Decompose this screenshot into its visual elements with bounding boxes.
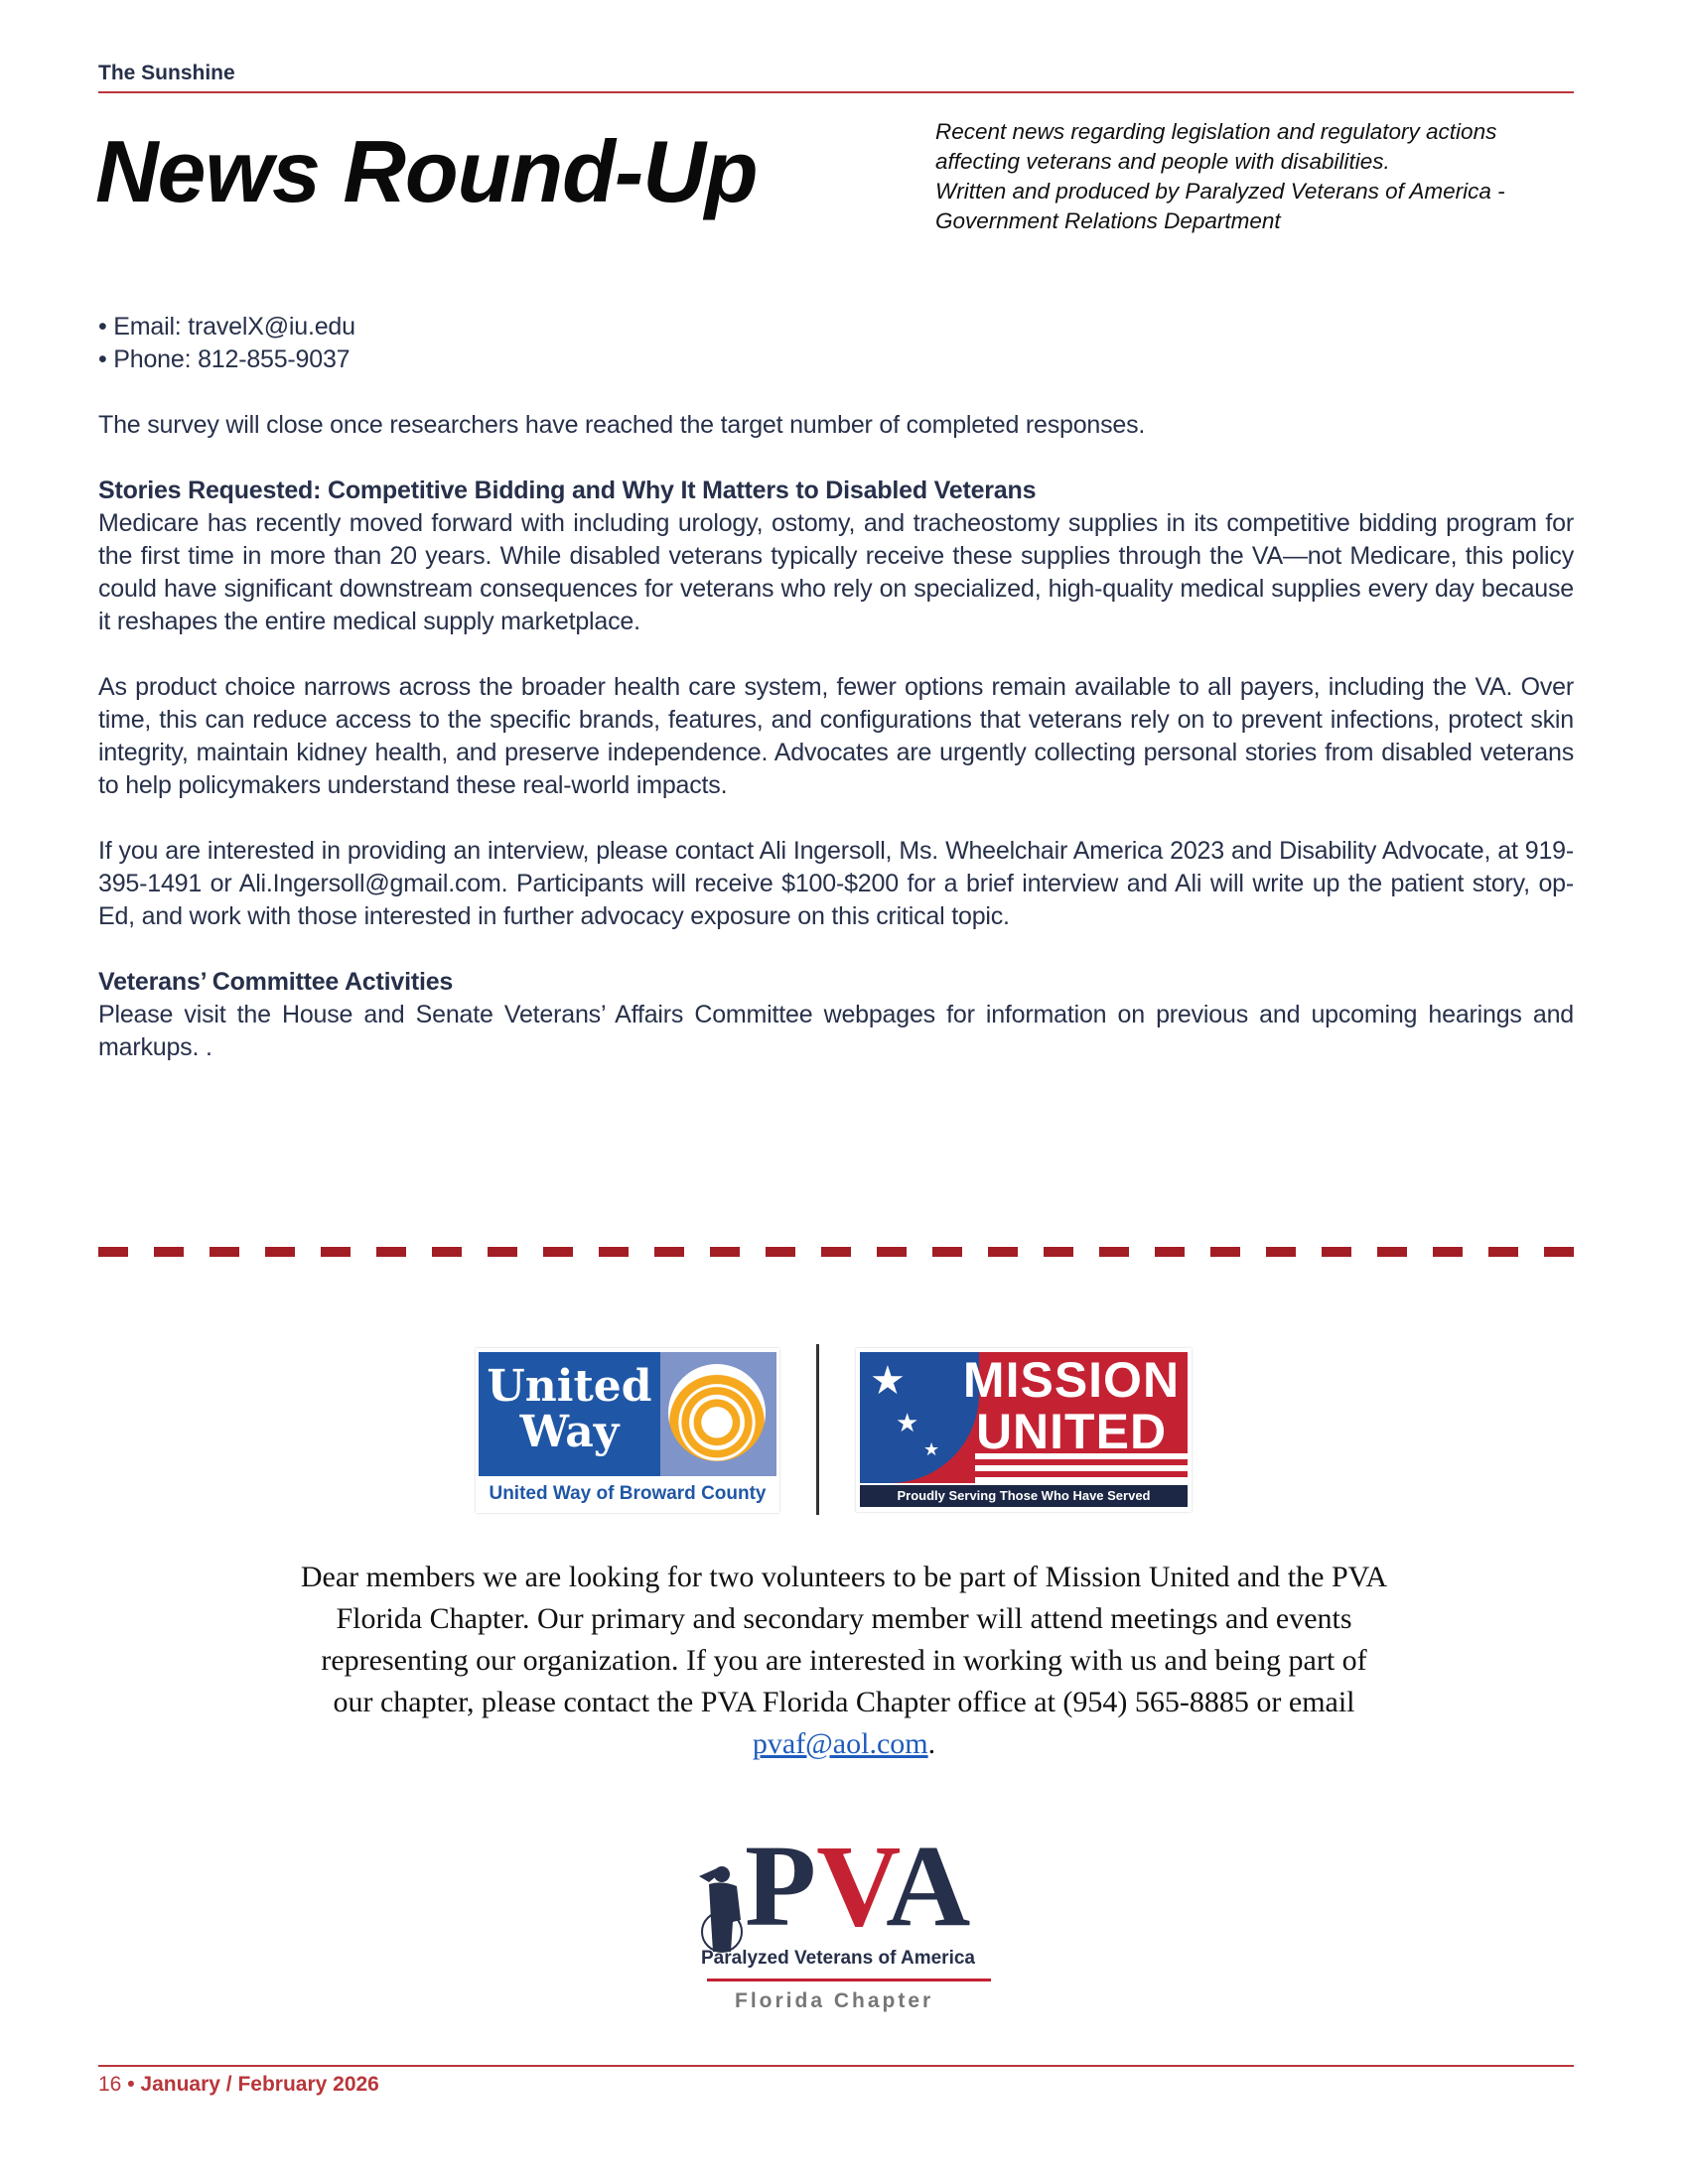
committee-paragraph: Please visit the House and Senate Veterans’ Affairs Committee webpages for information on previous and upcoming hearings and markups. . — [98, 1001, 1574, 1061]
page-title: News Round-Up — [95, 122, 758, 220]
footer-rule — [98, 2065, 1574, 2067]
pva-logo — [685, 1821, 993, 2020]
logo-divider — [816, 1344, 819, 1515]
volunteer-notice — [298, 1557, 1390, 1765]
logo-text: P — [745, 1821, 817, 1951]
logo-text: Way — [519, 1407, 620, 1457]
intro-line: Recent news regarding legislation and regulatory actions affecting veterans and people with disabilities. — [935, 119, 1497, 174]
punctuation: . — [927, 1727, 936, 1760]
logo-text: MISSION — [962, 1352, 1181, 1408]
dashed-divider — [98, 1247, 1574, 1257]
email-link[interactable]: pvaf@aol.com — [752, 1727, 928, 1760]
issue-date: January / February 2026 — [140, 2073, 379, 2096]
running-head: The Sunshine — [98, 62, 235, 84]
page-number: 16 — [98, 2073, 122, 2096]
committee-heading: Veterans’ Committee Activities — [98, 968, 454, 996]
mission-united-logo — [856, 1348, 1192, 1512]
header-rule — [98, 91, 1574, 93]
united-way-emblem-icon — [668, 1364, 766, 1461]
star-icon: ★ — [923, 1439, 940, 1459]
star-icon: ★ — [896, 1408, 919, 1437]
saluting-veteran-wheelchair-icon — [697, 1860, 747, 1960]
stories-heading: Stories Requested: Competitive Bidding and Why It Matters to Disabled Veterans — [98, 477, 1037, 504]
stories-paragraph: If you are interested in providing an interview, please contact Ali Ingersoll, Ms. Wheelchair America 2023 and Disability Advocate, at 919-395-1491 or Ali.Ingersoll@gmail.com. Participants will receive $100-$200 for a brief interview and Ali will write up the patient story, op-Ed, and work with those interested in further advocacy exposure on this critical topic. — [98, 837, 1574, 930]
united-way-logo — [476, 1348, 779, 1513]
intro-text — [935, 117, 1581, 236]
intro-line: Written and produced by Paralyzed Veterans of America - Government Relations Department — [935, 179, 1505, 233]
bullet-email: • Email: travelX@iu.edu — [98, 313, 355, 341]
united-way-caption: United Way of Broward County — [489, 1483, 767, 1504]
bullet-phone: • Phone: 812-855-9037 — [98, 345, 351, 373]
pva-chapter: Florida Chapter — [735, 1989, 934, 2012]
mission-united-tagline: Proudly Serving Those Who Have Served — [860, 1485, 1188, 1507]
stories-paragraph: As product choice narrows across the broader health care system, fewer options remain available to all payers, including the VA. Over time, this can reduce access to the specific brands, features, and configurations that veterans rely on to prevent infections, protect skin integrity, maintain kidney health, and preserve independence. Advocates are urgently collecting personal stories from disabled veterans to help policymakers understand these real-world impacts. — [98, 673, 1574, 799]
logo-text: UNITED — [975, 1404, 1168, 1459]
pva-name: Paralyzed Veterans of America — [701, 1948, 975, 1969]
star-icon: ★ — [870, 1359, 906, 1403]
logo-text: A — [886, 1821, 971, 1951]
pva-rule — [707, 1979, 991, 1981]
volunteer-text: Dear members we are looking for two volunteers to be part of Mission United and the PVA Florida Chapter. Our primary and secondary member will attend meetings and events representing our organization. If you are interested in working with us and being part of our chapter, please contact the PVA Florida Chapter office at (954) 565-8885 or email — [300, 1561, 1388, 1718]
survey-close-text: The survey will close once researchers have reached the target number of completed responses. — [98, 411, 1146, 439]
logo-text: United — [487, 1361, 652, 1412]
logo-text: V — [816, 1821, 887, 1951]
article-body — [98, 311, 1574, 1097]
stories-paragraph: Medicare has recently moved forward with including urology, ostomy, and tracheostomy supplies in its competitive bidding program for the first time in more than 20 years. While disabled veterans typically receive these supplies through the VA—not Medicare, this policy could have significant downstream consequences for veterans who rely on specialized, high-quality medical supplies every day because it reshapes the entire medical supply marketplace. — [98, 509, 1574, 635]
footer — [98, 2073, 379, 2097]
footer-separator: • — [121, 2073, 141, 2096]
